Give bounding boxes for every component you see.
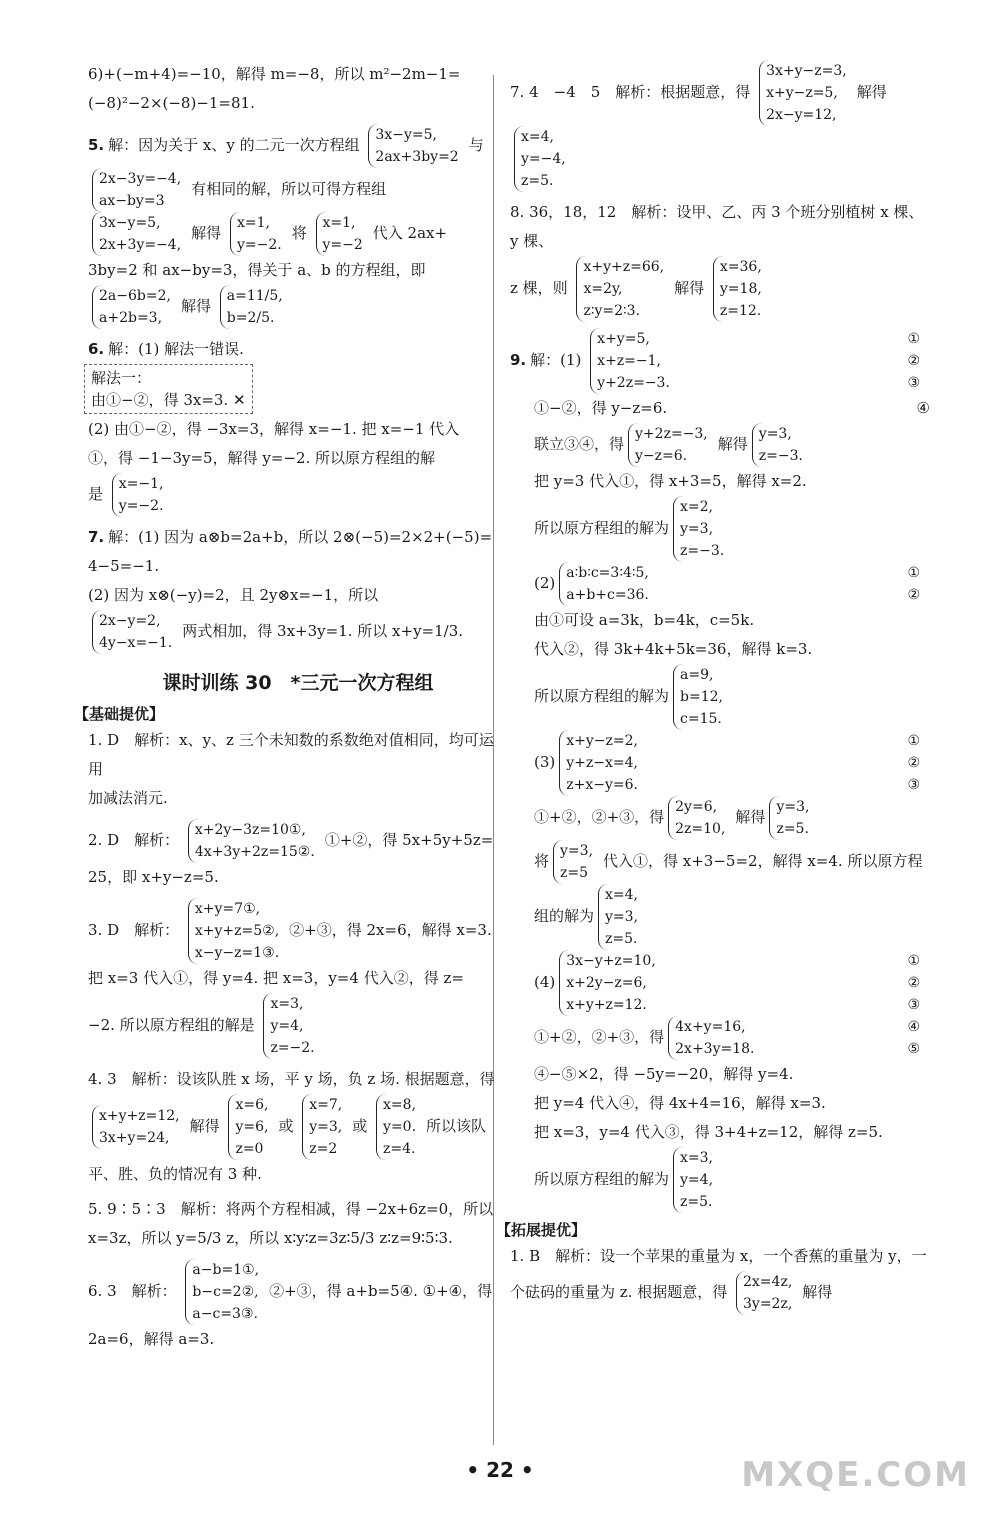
basic-3 <box>88 898 508 1059</box>
basic-4 <box>88 1065 508 1189</box>
text: 所以原方程组的解为 <box>534 519 670 537</box>
eq: a−b=1①, <box>192 1262 260 1278</box>
eq: z=5. <box>680 1194 713 1210</box>
text-line: (−8)²−2×(−8)−1=81. <box>88 94 255 112</box>
text-line: 把 x=3 代入①，得 y=4. 把 x=3，y=4 代入②，得 z= <box>88 969 464 987</box>
question-number: 6. <box>88 340 105 358</box>
equation-system <box>230 212 288 256</box>
eq: y=−2 <box>322 237 363 253</box>
question-7 <box>88 523 508 654</box>
equation-system <box>559 562 655 606</box>
text-line: x=3z，所以 y=5/3 z，所以 x∶y∶z=3z∶5/3 z∶z=9∶5∶3. <box>88 1229 453 1247</box>
equation-system <box>112 473 170 517</box>
equation-markers <box>901 1016 926 1060</box>
box-line: 由①−②，得 3x=3. ✕ <box>91 391 246 409</box>
eq: y=3, <box>309 1119 343 1135</box>
equation-markers <box>901 950 926 1016</box>
eq: y=3, <box>758 426 792 442</box>
text: 解得 <box>180 297 211 315</box>
eq: z=5 <box>560 865 589 881</box>
extend-1 <box>510 1242 930 1315</box>
box-line: 解法一： <box>91 369 152 387</box>
text: 解得 <box>674 279 705 297</box>
marker: ② <box>907 353 920 369</box>
eq: z∶y=2∶3. <box>583 303 641 319</box>
eq: x+y+z=66, <box>583 259 665 275</box>
question-6 <box>88 335 508 517</box>
basic-5 <box>88 1195 508 1253</box>
eq: 2x−y=2, <box>99 613 161 629</box>
eq: a+b+c=36. <box>566 587 649 603</box>
eq: z=12. <box>719 303 762 319</box>
text-line: 解：(1) 解法一错误. <box>108 340 244 358</box>
text: 解得 <box>856 83 887 101</box>
text: 7. 4 −4 5 解析：根据题意，得 <box>510 83 751 101</box>
eq: 3y=2z, <box>743 1296 793 1312</box>
text-line: 5. 9∶5∶3 解析：将两个方程相减，得 −2x+6z=0，所以 <box>88 1200 494 1218</box>
eq: y=3, <box>560 843 594 859</box>
eq: 3x−y=5, <box>99 215 161 231</box>
eq: x=1, <box>322 215 356 231</box>
equation-system <box>92 610 178 654</box>
marker: ① <box>907 733 920 749</box>
text: z 棵，则 <box>510 279 568 297</box>
basic-2 <box>88 819 508 892</box>
eq: z=−3. <box>680 543 725 559</box>
eq: 2x=4z, <box>743 1274 793 1290</box>
text-line: 25，即 x+y−z=5. <box>88 868 219 886</box>
eq: y=−2. <box>236 237 282 253</box>
text: ①+②，②+③，得 <box>534 1028 665 1046</box>
text-line: (2) 因为 x⊗(−y)=2，且 2y⊗x=−1，所以 <box>88 586 379 604</box>
eq: 2a−6b=2, <box>99 288 171 304</box>
eq: x=2y, <box>583 281 623 297</box>
marker: ⑤ <box>907 1041 920 1057</box>
eq: 3x+y−z=3, <box>766 63 847 79</box>
eq: z=5. <box>605 931 638 947</box>
eq: a=11/5, <box>226 288 283 304</box>
equation-system <box>559 730 644 796</box>
eq: 2z=10, <box>675 821 726 837</box>
text-line: ④−⑤×2，得 −5y=−20，解得 y=4. <box>534 1065 794 1083</box>
text: 将 <box>534 852 550 870</box>
section-title: 课时训练 30 *三元一次方程组 <box>162 672 434 694</box>
equation-system <box>769 796 815 840</box>
eq: y=3, <box>605 909 639 925</box>
eq: 2x−y=12, <box>766 107 837 123</box>
eq: c=15. <box>680 711 722 727</box>
eq: x+z=−1, <box>597 353 661 369</box>
equation-system <box>92 285 177 329</box>
text-line: 把 y=3 代入①，得 x+3=5，解得 x=2. <box>534 472 807 490</box>
eq: x=3, <box>680 1150 713 1166</box>
basic-9 <box>510 328 930 1213</box>
text-line: 代入②，得 3k+4k+5k=36，解得 k=3. <box>534 640 813 658</box>
eq: a=9, <box>680 667 714 683</box>
eq: 2y=6, <box>675 799 718 815</box>
eq: y=0. <box>383 1119 417 1135</box>
text: 所以原方程组的解为 <box>534 687 670 705</box>
equation-system <box>188 898 285 964</box>
text-line: 加减法消元. <box>88 789 168 807</box>
text-line: 把 x=3，y=4 代入③，得 3+4+z=12，解得 z=5. <box>534 1123 883 1141</box>
question-number: 9. <box>510 351 527 369</box>
eq: z=−2. <box>270 1040 315 1056</box>
text: (4) <box>534 973 556 991</box>
equation-system <box>220 285 289 329</box>
eq: y=3, <box>776 799 810 815</box>
marker: ④ <box>907 1019 920 1035</box>
text: 解得 <box>802 1283 833 1301</box>
eq: x=1, <box>236 215 270 231</box>
text: 解得 <box>191 224 222 242</box>
equation-system <box>553 840 599 884</box>
eq: 4y−x=−1. <box>99 635 173 651</box>
eq: x+2y−3z=10①, <box>194 822 306 838</box>
text-line: 1. B 解析：设一个苹果的重量为 x，一个香蕉的重量为 y，一 <box>510 1247 927 1265</box>
eq: x+y=7①, <box>194 901 261 917</box>
question-number: 7. <box>88 528 105 546</box>
eq: x+y=5, <box>597 331 650 347</box>
text: 有相同的解，所以可得方程组 <box>191 180 387 198</box>
marker: ② <box>907 587 920 603</box>
text-line: 8. 36，18，12 解析：设甲、乙、丙 3 个班分别植树 x 棵、y 棵、 <box>510 203 924 250</box>
eq: z+x−y=6. <box>566 777 638 793</box>
text-line: 把 y=4 代入④，得 4x+4=16，解得 x=3. <box>534 1094 826 1112</box>
eq: 3x+y=24, <box>99 1130 170 1146</box>
text-line: 1. D 解析：x、y、z 三个未知数的系数绝对值相同，均可运用 <box>88 731 494 778</box>
eq: z=−3. <box>758 448 803 464</box>
equation-system <box>228 1094 274 1160</box>
marker: ② <box>907 755 920 771</box>
equation-system <box>92 1105 186 1149</box>
basic-8 <box>510 198 930 322</box>
text: 所以原方程组的解为 <box>534 1170 670 1188</box>
text: (2) <box>534 574 556 592</box>
text: 联立③④，得 <box>534 435 625 453</box>
text: ②+③，得 a+b=5④. ①+④，得 <box>269 1282 493 1300</box>
text: 代入 2ax+ <box>372 224 448 242</box>
equation-system <box>188 819 321 863</box>
eq: 2x+3y=−4, <box>99 237 182 253</box>
eq: x=3, <box>270 996 304 1012</box>
text: 解得 <box>189 1117 220 1135</box>
text: (3) <box>534 753 556 771</box>
equation-system <box>759 60 853 126</box>
eq: x=8, <box>383 1097 417 1113</box>
marker: ③ <box>907 997 920 1013</box>
equation-system <box>368 124 464 168</box>
eq: x=4, <box>521 129 554 145</box>
eq: y=3, <box>680 521 714 537</box>
equation-system <box>559 950 662 1016</box>
eq: b=2/5. <box>226 310 275 326</box>
text: ①+②，得 5x+5y+5z= <box>324 831 494 849</box>
equation-system <box>628 423 714 467</box>
eq: z=0 <box>235 1141 264 1157</box>
equation-system <box>185 1259 265 1325</box>
equation-system <box>668 1016 760 1060</box>
text: 所以该队 <box>426 1117 487 1135</box>
basic-7 <box>510 60 930 192</box>
equation-system <box>316 212 369 256</box>
equation-markers <box>901 562 926 606</box>
eq: 4x+y=16, <box>675 1019 746 1035</box>
equation-markers <box>901 328 926 394</box>
equation-system <box>598 884 644 950</box>
marker: ② <box>907 975 920 991</box>
equation-system <box>92 212 187 256</box>
text: 解得 <box>717 435 748 453</box>
eq: 2ax+3by=2 <box>375 149 459 165</box>
text-line: 4. 3 解析：设该队胜 x 场，平 y 场，负 z 场. 根据题意，得 <box>88 1070 495 1088</box>
eq: y−z=6. <box>635 448 688 464</box>
left-column <box>74 60 508 1360</box>
equation-system <box>752 423 809 467</box>
basic-1 <box>88 726 508 813</box>
eq: 3x−y=5, <box>375 127 437 143</box>
equation-system <box>736 1271 798 1315</box>
equation-markers <box>901 730 926 796</box>
text: 将 <box>291 224 307 242</box>
eq: x+y+z=12, <box>99 1108 180 1124</box>
eq: y=6, <box>235 1119 269 1135</box>
eq: y+2z=−3. <box>597 375 670 391</box>
eq: 4x+3y+2z=15②. <box>194 844 315 860</box>
eq: y+2z=−3, <box>635 426 708 442</box>
question-5 <box>88 124 508 329</box>
right-column <box>496 60 930 1321</box>
eq: a−c=3③. <box>192 1306 258 1322</box>
eq: 2x−3y=−4, <box>99 171 182 187</box>
text: 代入①，得 x+3−5=2，解得 x=4. 所以原方程 <box>603 852 923 870</box>
section-tag: 【基础提优】 <box>74 705 165 723</box>
equation-system <box>576 256 670 322</box>
equation-system <box>263 993 320 1059</box>
eq: y+z−x=4, <box>566 755 638 771</box>
equation-system <box>514 126 572 192</box>
text: ②+③，得 2x=6，解得 x=3. <box>289 921 492 939</box>
text-line: 由①可设 a=3k，b=4k，c=5k. <box>534 611 755 629</box>
q4-continuation <box>88 60 508 118</box>
marker: ③ <box>907 375 920 391</box>
eq: x+2y−z=6, <box>566 975 647 991</box>
eq: ax−by=3 <box>99 193 165 209</box>
eq: b=12, <box>680 689 723 705</box>
eq: b−c=2②, <box>192 1284 259 1300</box>
eq: x=2, <box>680 499 713 515</box>
equation-system <box>713 256 768 322</box>
eq: y=−4, <box>521 151 566 167</box>
text: 组的解为 <box>534 907 595 925</box>
equation-system <box>590 328 676 394</box>
text: 或 <box>278 1117 294 1135</box>
eq: y=4, <box>270 1018 304 1034</box>
eq: x−y−z=1③. <box>194 945 280 961</box>
text-line: ①，得 −1−3y=5，解得 y=−2. 所以原方程组的解 <box>88 449 436 467</box>
eq: z=5. <box>521 173 554 189</box>
marker: ③ <box>907 777 920 793</box>
equation-system <box>673 1147 719 1213</box>
eq: 3x−y+z=10, <box>566 953 656 969</box>
equation-system <box>92 168 187 212</box>
text: 两式相加，得 3x+3y=1. 所以 x+y=1/3. <box>182 622 464 640</box>
text: 个砝码的重量为 z. 根据题意，得 <box>510 1283 728 1301</box>
marker: ① <box>907 331 920 347</box>
eq: x+y+z=5②, <box>194 923 280 939</box>
eq: a+2b=3, <box>99 310 163 326</box>
text: 6. 3 解析： <box>88 1282 177 1300</box>
marker: ① <box>907 953 920 969</box>
equation-system <box>668 796 731 840</box>
text: ①−②，得 y−z=6. <box>534 399 668 417</box>
section-tag: 【拓展提优】 <box>496 1221 587 1239</box>
text: 3. D 解析： <box>88 921 180 939</box>
marker: ④ <box>916 399 930 417</box>
marker: ① <box>907 565 920 581</box>
eq: z=4. <box>383 1141 416 1157</box>
eq: x=4, <box>605 887 638 903</box>
text-line: 平、胜、负的情况有 3 种. <box>88 1165 262 1183</box>
text-line: 4−5=−1. <box>88 557 160 575</box>
eq: z=5. <box>776 821 809 837</box>
equation-system <box>673 664 729 730</box>
text: 与 <box>468 136 484 154</box>
eq: y=18, <box>719 281 762 297</box>
eq: y=4, <box>680 1172 714 1188</box>
eq: x+y+z=12. <box>566 997 647 1013</box>
eq: x=6, <box>235 1097 269 1113</box>
text: 解：(1) <box>530 351 582 369</box>
eq: y=−2. <box>118 498 164 514</box>
text-line: 解：因为关于 x、y 的二元一次方程组 <box>108 136 360 154</box>
text: −2. 所以原方程组的解是 <box>88 1016 255 1034</box>
text: ①+②，②+③，得 <box>534 808 665 826</box>
eq: x+y−z=5, <box>766 85 838 101</box>
text-line: 2a=6，解得 a=3. <box>88 1330 215 1348</box>
eq: z=2 <box>309 1141 338 1157</box>
eq: x=36, <box>719 259 762 275</box>
text-line: 解：(1) 因为 a⊗b=2a+b，所以 2⊗(−5)=2×2+(−5)= <box>108 528 493 546</box>
eq: a∶b∶c=3∶4∶5, <box>566 565 649 581</box>
equation-system <box>673 496 730 562</box>
equation-system <box>302 1094 348 1160</box>
text-line: 3by=2 和 ax−by=3，得关于 a、b 的方程组，即 <box>88 261 426 279</box>
eq: x+y−z=2, <box>566 733 638 749</box>
text: 或 <box>352 1117 368 1135</box>
eq: 2x+3y=18. <box>675 1041 755 1057</box>
eq: x=−1, <box>118 476 164 492</box>
page-number: • 22 • <box>466 1458 534 1482</box>
question-number: 5. <box>88 136 105 154</box>
text: 是 <box>88 485 104 503</box>
text: 2. D 解析： <box>88 831 180 849</box>
eq: x=7, <box>309 1097 343 1113</box>
basic-6 <box>88 1259 508 1354</box>
equation-system <box>376 1094 422 1160</box>
text-line: 6)+(−m+4)=−10，解得 m=−8，所以 m²−2m−1= <box>88 65 461 83</box>
text-line: (2) 由①−②，得 −3x=3，解得 x=−1. 把 x=−1 代入 <box>88 420 460 438</box>
watermark-logo: MXQE.COM <box>741 1455 970 1495</box>
error-box <box>84 364 253 414</box>
text: 解得 <box>735 808 766 826</box>
